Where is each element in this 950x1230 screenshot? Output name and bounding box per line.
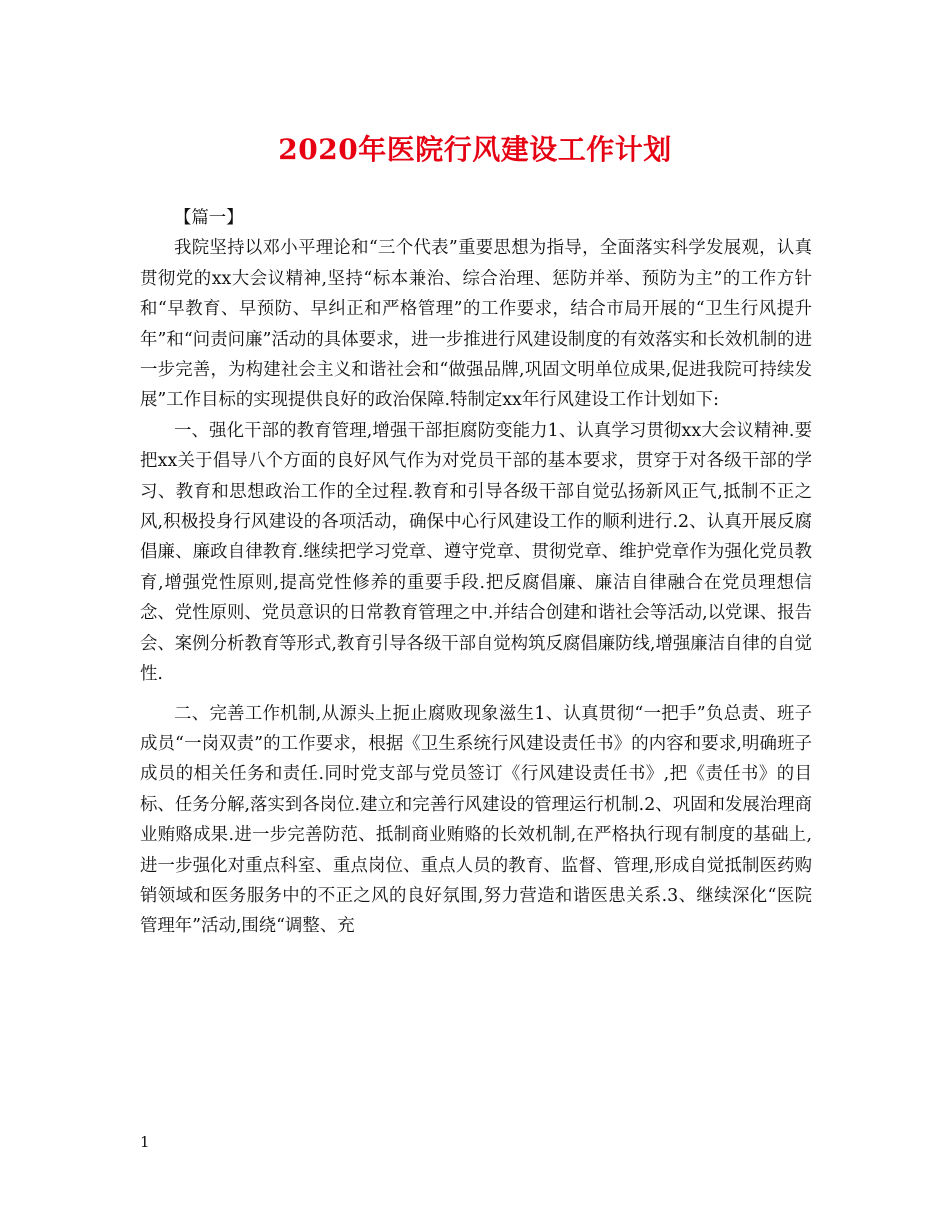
- page-title: 2020年医院行风建设工作计划: [278, 133, 672, 166]
- page-number: 1: [140, 1133, 150, 1151]
- paragraph-section-two: 二、完善工作机制,从源头上扼止腐败现象滋生1、认真贯彻“一把手”负总责、班子成员“一岗双责”的工作要求，根据《卫生系统行风建设责任书》的内容和要求,明确班子成员的相关任务和责任.同时党支部与党员签订《行风建设责任书》,把《责任书》的目标、任务分解,落实到各岗位.建立和完善行风建设的管理运行机制.2、巩固和发展治理商业贿赂成果.进一步完善防范、抵制商业贿赂的长效机制,在严格执行现有制度的基础上,进一步强化对重点科室、重点岗位、重点人员的教育、监督、管理,形成自觉抵制医药购销领域和医务服务中的不正之风的良好氛围,努力营造和谐医患关系.3、继续深化“医院管理年”活动,围绕“调整、充: [140, 703, 812, 937]
- section-label: 【篇一】: [174, 208, 244, 228]
- paragraph-section-one: 一、强化干部的教育管理,增强干部拒腐防变能力1、认真学习贯彻xx大会议精神.要把xx关于倡导八个方面的良好风气作为对党员干部的基本要求，贯穿于对各级干部的学习、教育和思想政治工作的全过程.教育和引导各级干部自觉弘扬新风正气,抵制不正之风,积极投身行风建设的各项活动，确保中心行风建设工作的顺利进行.2、认真开展反腐倡廉、廉政自律教育.继续把学习党章、遵守党章、贯彻党章、维护党章作为强化党员教育,增强党性原则,提高党性修养的重要手段.把反腐倡廉、廉洁自律融合在党员理想信念、党性原则、党员意识的日常教育管理之中.并结合创建和谐社会等活动,以党课、报告会、案例分析教育等形式,教育引导各级干部自觉构筑反腐倡廉防线,增强廉洁自律的自觉性.: [140, 420, 812, 685]
- paragraph-intro: 我院坚持以邓小平理论和“三个代表”重要思想为指导，全面落实科学发展观，认真贯彻党的xx大会议精神,坚持“标本兼治、综合治理、惩防并举、预防为主”的工作方针和“早教育、早预防、早纠正和严格管理”的工作要求，结合市局开展的“卫生行风提升年”和“问责问廉”活动的具体要求，进一步推进行风建设制度的有效落实和长效机制的进一步完善，为构建社会主义和谐社会和“做强品牌,巩固文明单位成果,促进我院可持续发展”工作目标的实现提供良好的政治保障.特制定xx年行风建设工作计划如下:: [140, 238, 812, 411]
- body-text: [140, 203, 812, 942]
